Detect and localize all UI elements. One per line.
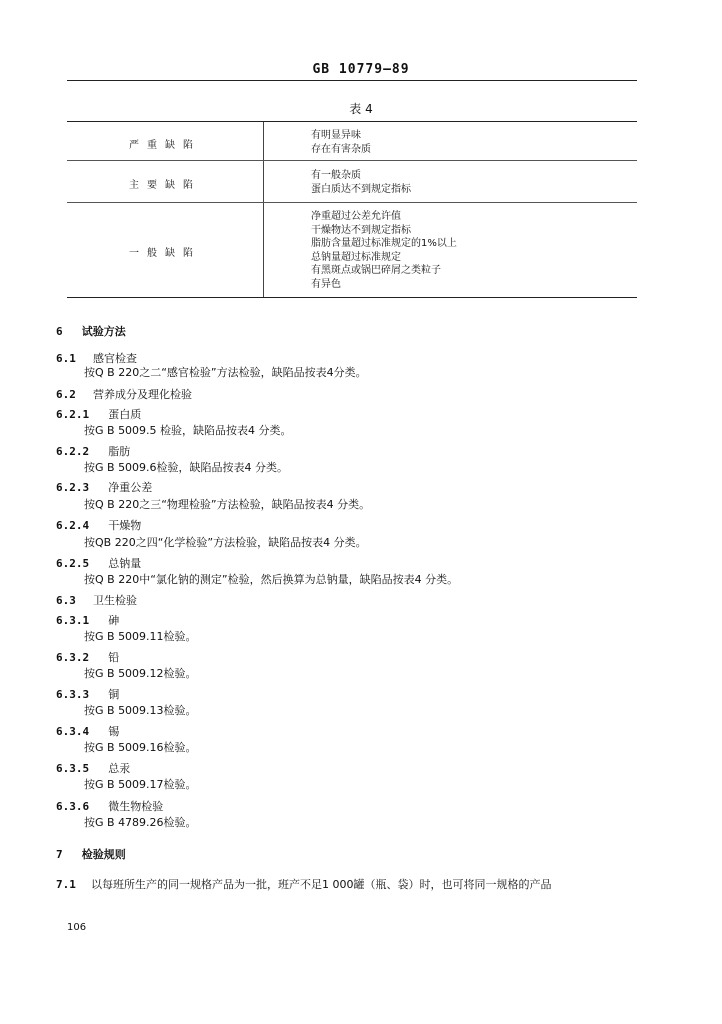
table-cell-major	[311, 169, 411, 196]
table-category-general: 一般缺陷	[129, 248, 201, 259]
table-row-separator	[67, 202, 637, 203]
header-rule	[67, 80, 637, 81]
table-category-severe: 严重缺陷	[129, 140, 201, 151]
defect-item: 干燥物达不到规定指标	[311, 224, 411, 236]
section-6-3-2-heading: 6.3.2 铅	[56, 651, 120, 664]
section-6-2-4-text: 按QB 220之四“化学检验”方法检验，缺陷品按表4 分类。	[84, 536, 367, 549]
section-6-2-5-heading: 6.2.5 总钠量	[56, 557, 142, 570]
defect-item: 净重超过公差允许值	[311, 211, 401, 222]
table-cell-severe	[311, 129, 371, 156]
section-6-3-5-text: 按G B 5009.17检验。	[84, 778, 197, 791]
defect-item: 有明显异味	[311, 130, 361, 141]
section-6-3-4-text: 按G B 5009.16检验。	[84, 741, 197, 754]
section-6-3-4-heading: 6.3.4 锡	[56, 725, 120, 738]
section-6-3-2-text: 按G B 5009.12检验。	[84, 667, 197, 680]
defect-item: 有异色	[311, 278, 341, 290]
section-6-3-3-text: 按G B 5009.13检验。	[84, 704, 197, 717]
section-6-2-3-text: 按Q B 220之三“物理检验”方法检验，缺陷品按表4 分类。	[84, 498, 371, 511]
standard-code-header: GB 10779—89	[312, 62, 410, 77]
section-6-heading: 6 试验方法	[56, 325, 126, 338]
table-bottom-rule	[67, 297, 637, 298]
section-6-2-5-text: 按Q B 220中“氯化钠的测定”检验，然后换算为总钠量，缺陷品按表4 分类。	[84, 573, 459, 586]
page-number: 106	[67, 922, 87, 933]
section-6-3-6-text: 按G B 4789.26检验。	[84, 816, 197, 829]
section-6-1-text: 按Q B 220之二“感官检验”方法检验，缺陷品按表4分类。	[84, 366, 367, 379]
section-6-2-1-heading: 6.2.1 蛋白质	[56, 408, 142, 421]
section-6-2-4-heading: 6.2.4 干燥物	[56, 519, 142, 532]
section-6-3-3-heading: 6.3.3 铜	[56, 688, 120, 701]
table-row-separator	[67, 160, 637, 161]
section-7-heading: 7 检验规则	[56, 848, 126, 861]
table-column-divider	[263, 122, 264, 297]
section-6-2-3-heading: 6.2.3 净重公差	[56, 481, 153, 494]
defect-item: 有黑斑点或锅巴碎屑之类粒子	[311, 265, 441, 276]
section-6-1-heading: 6.1 感官检查	[56, 352, 137, 365]
section-6-2-2-heading: 6.2.2 脂肪	[56, 445, 131, 458]
section-6-2-2-text: 按G B 5009.6检验，缺陷品按表4 分类。	[84, 461, 289, 474]
table-caption: 表 4	[349, 102, 373, 116]
section-6-3-1-heading: 6.3.1 砷	[56, 614, 120, 627]
section-6-2-1-text: 按G B 5009.5 检验，缺陷品按表4 分类。	[84, 424, 292, 437]
table-top-rule	[67, 121, 637, 122]
table-category-major: 主要缺陷	[129, 180, 201, 191]
section-6-3-1-text: 按G B 5009.11检验。	[84, 630, 197, 643]
defect-item: 存在有害杂质	[311, 143, 371, 155]
section-7-1-paragraph: 7.1 以每班所生产的同一规格产品为一批，班产不足1 000罐（瓶、袋）时，也可将同一规格的产品	[56, 878, 552, 891]
section-6-3-6-heading: 6.3.6 微生物检验	[56, 800, 164, 813]
defect-item: 蛋白质达不到规定指标	[311, 183, 411, 195]
defect-item: 有一般杂质	[311, 170, 361, 181]
section-6-3-5-heading: 6.3.5 总汞	[56, 762, 131, 775]
section-6-3-heading: 6.3 卫生检验	[56, 594, 137, 607]
section-6-2-heading: 6.2 营养成分及理化检验	[56, 388, 192, 401]
defect-item: 总钠量超过标准规定	[311, 251, 401, 263]
defect-item: 脂肪含量超过标准规定的1%以上	[311, 238, 457, 249]
table-cell-general	[311, 210, 457, 291]
